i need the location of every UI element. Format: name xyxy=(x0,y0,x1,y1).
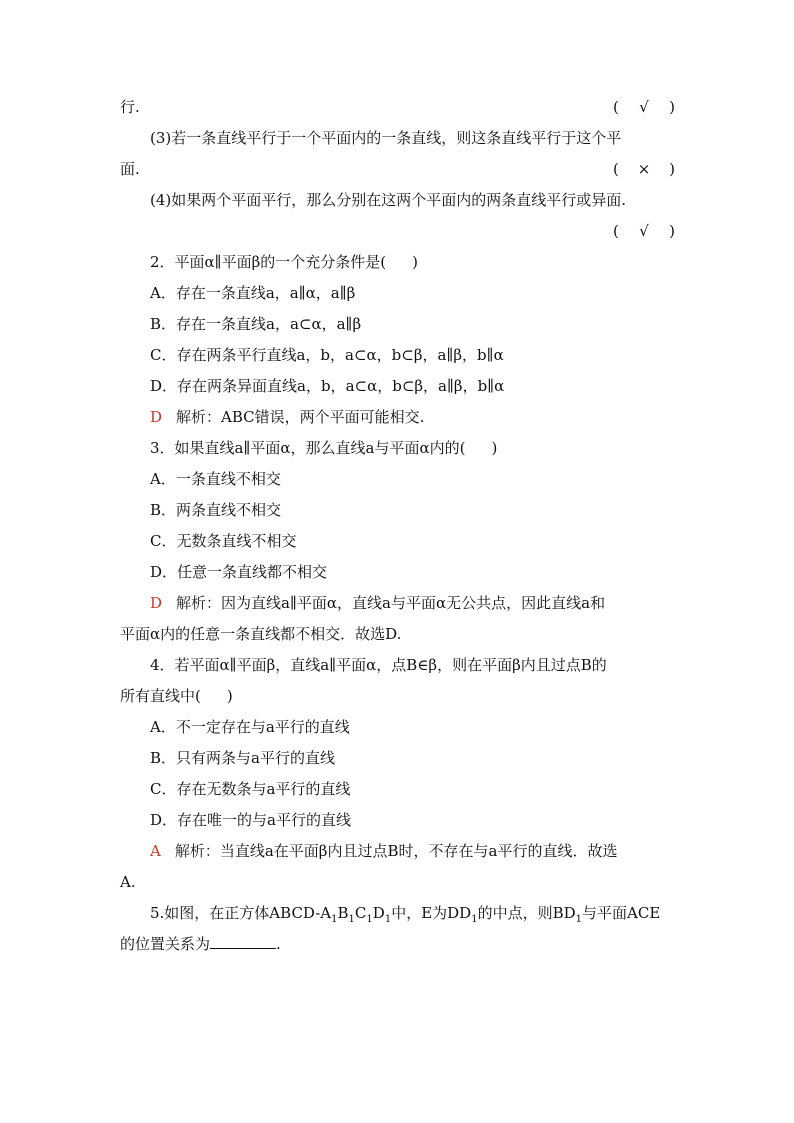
judge-3-line2: 面. ( × ) xyxy=(120,157,675,181)
q2-option-a: A．存在一条直线a，a∥α，a∥β xyxy=(150,284,356,302)
q2-stem: 2．平面α∥平面β的一个充分条件是( ) xyxy=(150,253,418,271)
judge-2-mark: ( √ ) xyxy=(613,98,675,116)
q4-option-d: D．存在唯一的与a平行的直线 xyxy=(150,811,351,829)
judge-4-line1: (4)如果两个平面平行，那么分别在这两个平面内的两条直线平行或异面. xyxy=(150,191,627,209)
judge-2-tail-text: 行. xyxy=(120,98,140,116)
q5-stem-line2: 的位置关系为 . xyxy=(120,932,675,956)
q4-answer: A xyxy=(150,842,161,860)
q2-option-b: B．存在一条直线a，a⊂α，a∥β xyxy=(150,315,362,333)
judge-2-tail xyxy=(120,95,675,119)
q3-answer: D xyxy=(150,594,163,612)
q4-option-a: A．不一定存在与a平行的直线 xyxy=(150,718,350,736)
q3-stem: 3．如果直线a∥平面α，那么直线a与平面α内的( ) xyxy=(150,439,498,457)
q4-stem: 4．若平面α∥平面β，直线a∥平面α，点B∈β，则在平面β内且过点B的 xyxy=(150,656,607,674)
q4-analysis-line2: A. xyxy=(120,873,136,891)
q3-analysis-line2: 平面α内的任意一条直线都不相交．故选D. xyxy=(120,625,402,643)
judge-3-line1: (3)若一条直线平行于一个平面内的一条直线，则这条直线平行于这个平 xyxy=(150,129,622,147)
judge-3-mark: ( × ) xyxy=(613,160,675,178)
judge-4-line2 xyxy=(120,219,675,243)
q3-option-d: D．任意一条直线都不相交 xyxy=(150,563,328,581)
q3-option-c: C．无数条直线不相交 xyxy=(150,532,297,550)
q4-option-b: B．只有两条与a平行的直线 xyxy=(150,749,335,767)
answer-blank[interactable] xyxy=(210,932,276,949)
q2-option-d: D．存在两条异面直线a，b，a⊂α，b⊂β，a∥β，b∥α xyxy=(150,377,505,395)
q2-option-c: C．存在两条平行直线a，b，a⊂α，b⊂β，a∥β，b∥α xyxy=(150,346,504,364)
judge-4-mark: ( √ ) xyxy=(613,222,675,240)
q2-analysis: D 解析：ABC错误，两个平面可能相交. xyxy=(150,408,425,426)
q4-option-c: C．存在无数条与a平行的直线 xyxy=(150,780,351,798)
q4-analysis: A 解析：当直线a在平面β内且过点B时，不存在与a平行的直线．故选 xyxy=(150,842,618,860)
q3-option-b: B．两条直线不相交 xyxy=(150,501,282,519)
q2-answer: D xyxy=(150,408,163,426)
q4-stem-line2: 所有直线中( ) xyxy=(120,687,233,705)
q3-analysis: D 解析：因为直线a∥平面α，直线a与平面α无公共点，因此直线a和 xyxy=(150,594,606,612)
q3-option-a: A．一条直线不相交 xyxy=(150,470,281,488)
q5-stem: 5.如图，在正方体ABCD-$A_1B_1C_1D_1$中，E为$DD_1$的中点，则$BD_1$与平面ACE xyxy=(150,904,661,925)
